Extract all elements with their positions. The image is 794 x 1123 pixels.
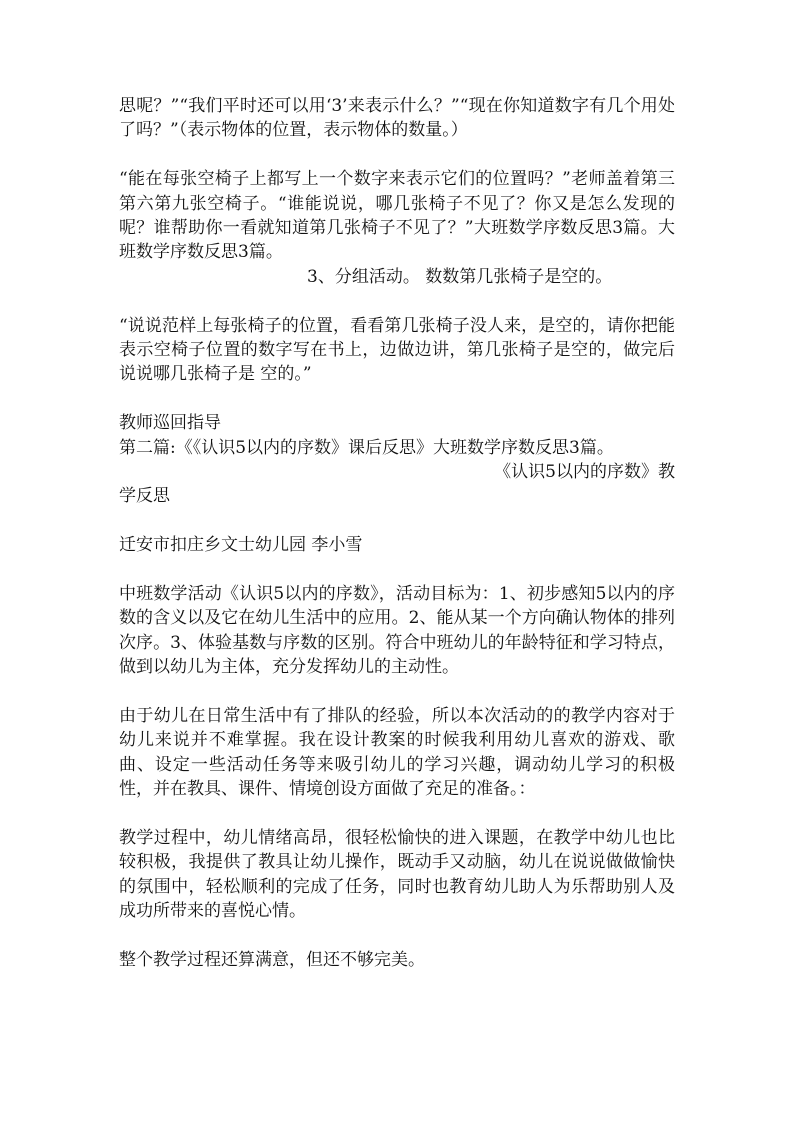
paragraph-empty-chairs: “能在每张空椅子上都写上一个数字来表示它们的位置吗？”老师盖着第三第六第九张空椅子。“谁能说说，哪几张椅子不见了？你又是怎么发现的呢？谁帮助你一看就知道第几张椅子不见了？”大班数学序数反思3篇。大班数学序数反思3篇。 [119, 169, 675, 263]
paragraph-reflection-title: 《认识5以内的序数》教 [494, 462, 675, 483]
paragraph-teaching-process: 教学过程中，幼儿情绪高昂，很轻松愉快的进入课题，在教学中幼儿也比较积极，我提供了教具让幼儿操作，既动手又动脑，幼儿在说说做做愉快的氛围中，轻松顺利的完成了任务，同时也教育幼儿助人为乐帮助别人及成功所带来的喜悦心情。 [119, 828, 675, 922]
paragraph-second-article-title: 第二篇:《《认识5以内的序数》课后反思》大班数学序数反思3篇。 [119, 437, 614, 458]
paragraph-author: 迁安市扣庄乡文士幼儿园 李小雪 [119, 535, 363, 556]
paragraph-activity-goals: 中班数学活动《认识5以内的序数》，活动目标为：1、初步感知5以内的序数的含义以及它在幼儿生活中的应用。2、能从某一个方向确认物体的排列次序。3、体验基数与序数的区别。符合中班幼儿的年龄特征和学习特点，做到以幼儿为主体，充分发挥幼儿的主动性。 [119, 584, 675, 678]
paragraph-preparation: 由于幼儿在日常生活中有了排队的经验，所以本次活动的的教学内容对于幼儿来说并不难掌握。我在设计教案的时候我利用幼儿喜欢的游戏、歌曲、设定一些活动任务等来吸引幼儿的学习兴趣，调动幼儿学习的积极性，并在教具、课件、情境创设方面做了充足的准备。： [119, 706, 675, 800]
paragraph-group-activity: 3、分组活动。 数数第几张椅子是空的。 [307, 266, 613, 287]
paragraph-sample-chairs: “说说范样上每张椅子的位置，看看第几张椅子没人来，是空的，请你把能表示空椅子位置的数字写在书上，边做边讲，第几张椅子是空的，做完后说说哪几张椅子是 空的。” [119, 315, 675, 385]
paragraph-questions: 思呢？”“我们平时还可以用‘3’来表示什么？”“现在你知道数字有几个用处了吗？”（表示物体的位置，表示物体的数量。） [119, 96, 675, 141]
paragraph-conclusion: 整个教学过程还算满意，但还不够完美。 [119, 950, 425, 971]
paragraph-teacher-guidance: 教师巡回指导 [119, 413, 221, 434]
document-page [119, 94, 675, 973]
paragraph-reflection-title-cont: 学反思 [119, 486, 170, 507]
